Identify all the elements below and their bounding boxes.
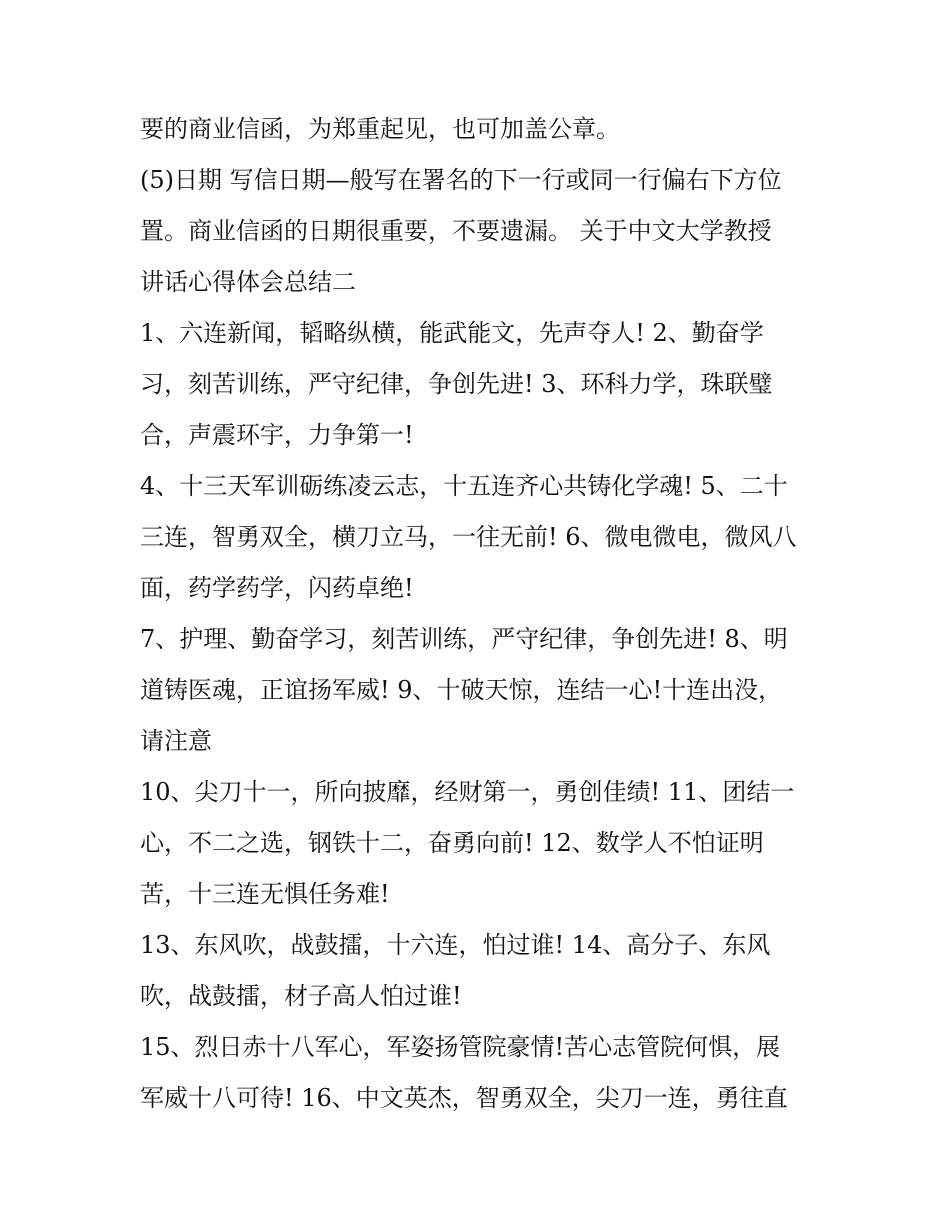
text-line: 三连，智勇双全，横刀立马，一往无前! 6、微电微电，微风八 [140,523,797,551]
text-line: (5)日期 写信日期—般写在署名的下一行或同一行偏右下方位 [140,166,782,194]
text-line: 讲话心得体会总结二 [140,268,356,296]
text-line: 7、护理、勤奋学习，刻苦训练，严守纪律，争创先进! 8、明 [140,625,788,653]
text-line: 15、烈日赤十八军心，军姿扬管院豪情!苦心志管院何惧，展 [140,1033,781,1061]
text-line: 要的商业信函，为郑重起见，也可加盖公章。 [140,115,620,143]
text-line: 心，不二之选，钢铁十二，奋勇向前! 12、数学人不怕证明 [140,829,764,857]
text-line: 请注意 [140,727,212,755]
text-line: 合，声震环宇，力争第一! [140,421,414,449]
text-line: 面，药学药学，闪药卓绝! [140,574,414,602]
text-line: 军威十八可待! 16、中文英杰，智勇双全，尖刀一连，勇往直 [140,1084,788,1112]
text-line: 道铸医魂，正谊扬军威! 9、十破天惊，连结一心!十连出没， [140,676,783,704]
text-line: 苦，十三连无惧任务难! [140,880,390,908]
text-line: 1、六连新闻，韬略纵横，能武能文，先声夺人! 2、勤奋学 [140,319,764,347]
text-line: 10、尖刀十一，所向披靡，经财第一，勇创佳绩! 11、团结一 [140,778,795,806]
text-line: 13、东风吹，战鼓擂，十六连，怕过谁! 14、高分子、东风 [140,931,771,959]
text-line: 吹，战鼓擂，材子高人怕过谁! [140,982,462,1010]
text-line: 习，刻苦训练，严守纪律，争创先进! 3、环科力学，珠联璧 [140,370,773,398]
document-body [140,104,820,1124]
text-line: 4、十三天军训砺练凌云志，十五连齐心共铸化学魂! 5、二十 [140,472,788,500]
text-line: 置。商业信函的日期很重要，不要遗漏。 关于中文大学教授 [140,217,772,245]
